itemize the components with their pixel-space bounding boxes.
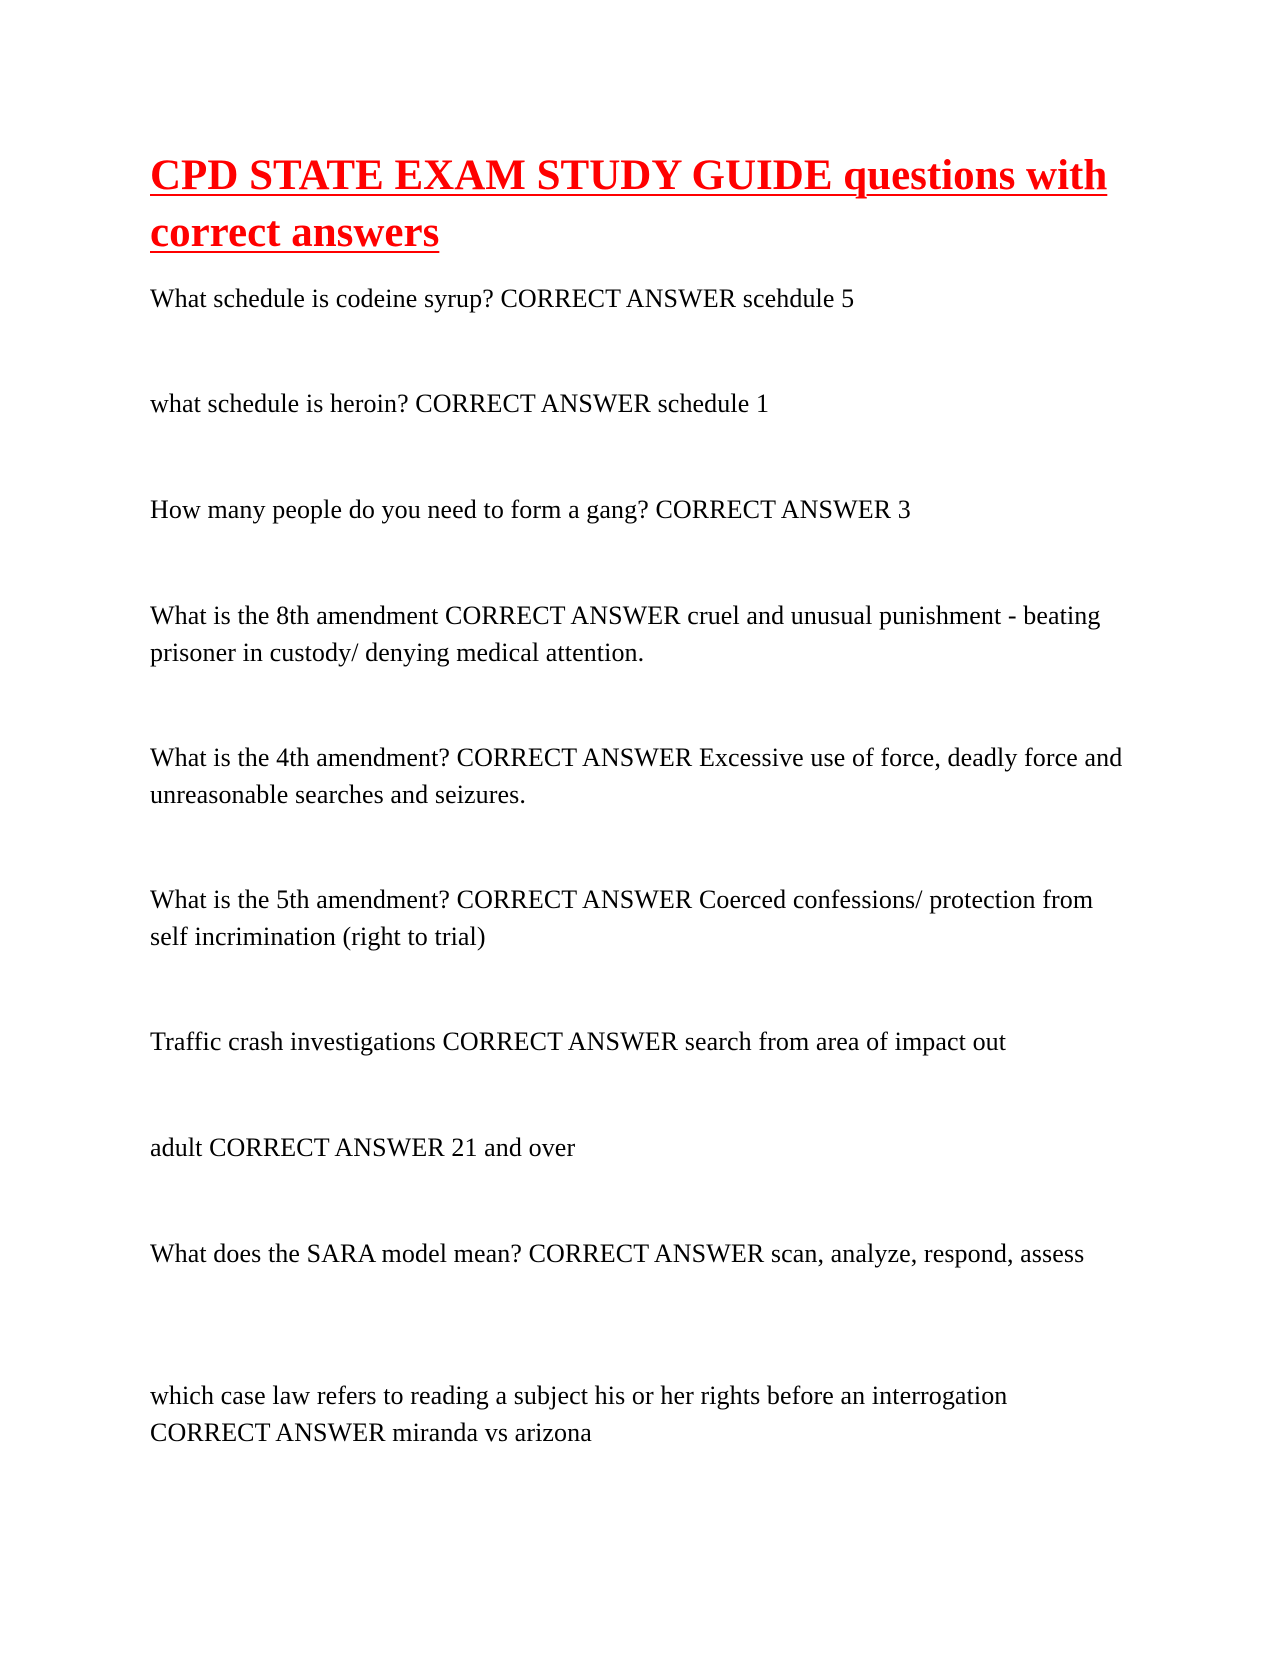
qa-item-4th-amendment: What is the 4th amendment? CORRECT ANSWER Excessive use of force, deadly force and unreasonable searches and seizures. <box>150 743 1123 809</box>
qa-item-miranda: which case law refers to reading a subject his or her rights before an interrogation CORRECT ANSWER miranda vs arizona <box>150 1381 1008 1447</box>
qa-item-gang-size: How many people do you need to form a gang? CORRECT ANSWER 3 <box>150 495 911 524</box>
qa-item-traffic-crash: Traffic crash investigations CORRECT ANSWER search from area of impact out <box>150 1027 1007 1056</box>
qa-item-sara-model: What does the SARA model mean? CORRECT ANSWER scan, analyze, respond, assess <box>150 1239 1085 1268</box>
qa-item-codeine-schedule: What schedule is codeine syrup? CORRECT ANSWER scehdule 5 <box>150 284 855 313</box>
qa-item-5th-amendment: What is the 5th amendment? CORRECT ANSWER Coerced confessions/ protection from self incrimination (right to trial) <box>150 885 1094 951</box>
document-title: CPD STATE EXAM STUDY GUIDE questions with correct answers <box>150 152 1108 256</box>
qa-item-heroin-schedule: what schedule is heroin? CORRECT ANSWER schedule 1 <box>150 389 770 418</box>
qa-item-8th-amendment: What is the 8th amendment CORRECT ANSWER cruel and unusual punishment - beating prisoner in custody/ denying medical attention. <box>150 601 1101 667</box>
qa-item-adult-age: adult CORRECT ANSWER 21 and over <box>150 1133 576 1162</box>
